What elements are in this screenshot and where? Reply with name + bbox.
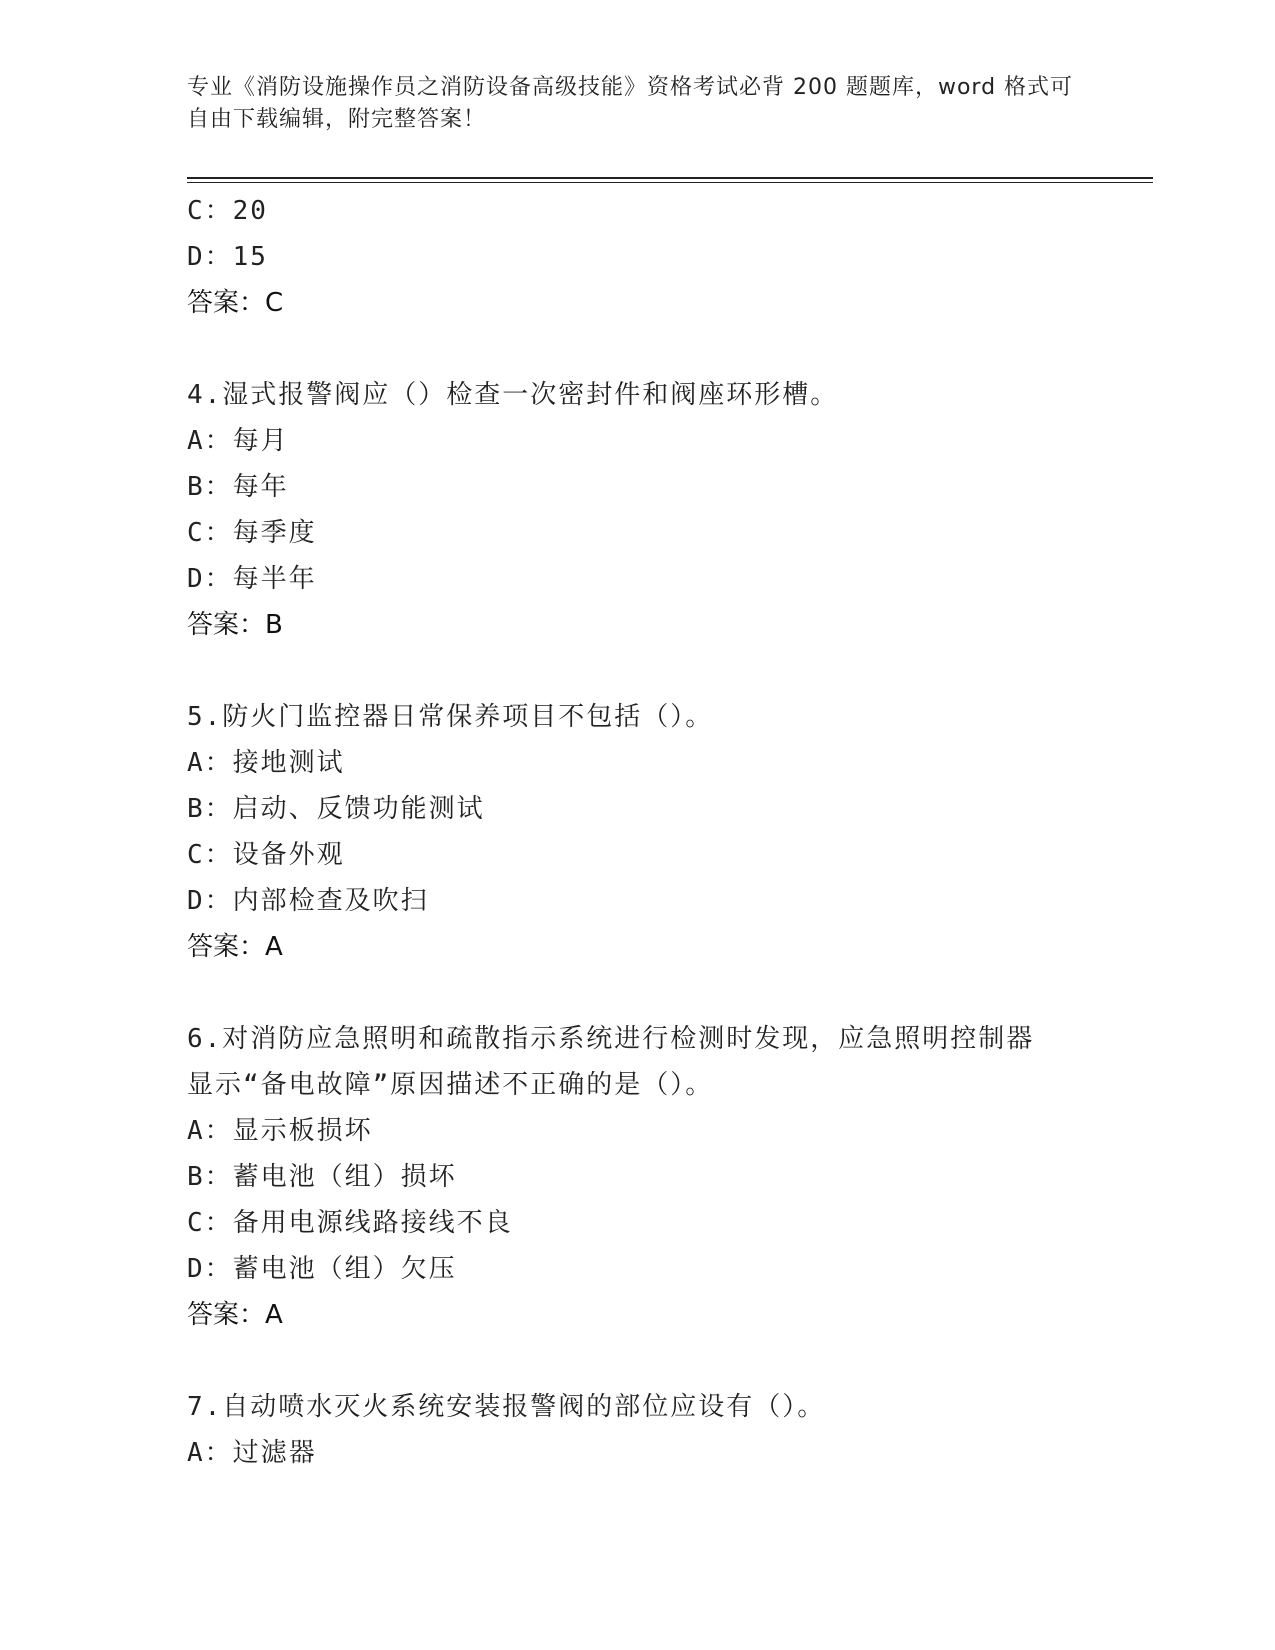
option-a: A：每月 [187,426,289,456]
option-c: C：每季度 [187,518,317,548]
question-5 [187,694,1087,970]
question-4 [187,372,1087,648]
question-7 [187,1384,1087,1476]
spacer [187,326,1087,372]
question-stem: 4.湿式报警阀应（）检查一次密封件和阀座环形槽。 [187,380,839,410]
answer: 答案：A [187,1300,283,1330]
question-stem: 5.防火门监控器日常保养项目不包括（）。 [187,702,714,732]
option-a: A：接地测试 [187,748,345,778]
option-a: A：显示板损坏 [187,1116,373,1146]
question-stem: 7.自动喷水灭火系统安装报警阀的部位应设有（）。 [187,1392,826,1422]
spacer [187,1338,1087,1384]
option-d: D：蓄电池（组）欠压 [187,1254,457,1284]
option-b: B：每年 [187,472,289,502]
question-list [187,188,1087,1476]
spacer [187,970,1087,1016]
spacer [187,648,1087,694]
answer: 答案：C [187,288,284,318]
option-c: C：设备外观 [187,840,345,870]
option-c: C：20 [187,196,268,226]
header-divider-thick [187,177,1153,179]
question-6 [187,1016,1087,1338]
option-b: B：蓄电池（组）损坏 [187,1162,457,1192]
option-d: D：15 [187,242,268,272]
option-d: D：内部检查及吹扫 [187,886,429,916]
answer: 答案：A [187,932,283,962]
question-3-tail [187,188,1087,326]
answer: 答案：B [187,610,283,640]
question-stem-line-1: 6.对消防应急照明和疏散指示系统进行检测时发现，应急照明控制器 [187,1024,1035,1054]
option-c: C：备用电源线路接线不良 [187,1208,513,1238]
question-stem-line-2: 显示“备电故障”原因描述不正确的是（）。 [187,1070,714,1100]
header-divider-thin [187,182,1153,183]
option-a: A：过滤器 [187,1438,317,1468]
option-d: D：每半年 [187,564,317,594]
option-b: B：启动、反馈功能测试 [187,794,485,824]
document-header: 专业《消防设施操作员之消防设备高级技能》资格考试必背 200 题题库，word 格式可自由下载编辑，附完整答案！ [187,75,1074,132]
